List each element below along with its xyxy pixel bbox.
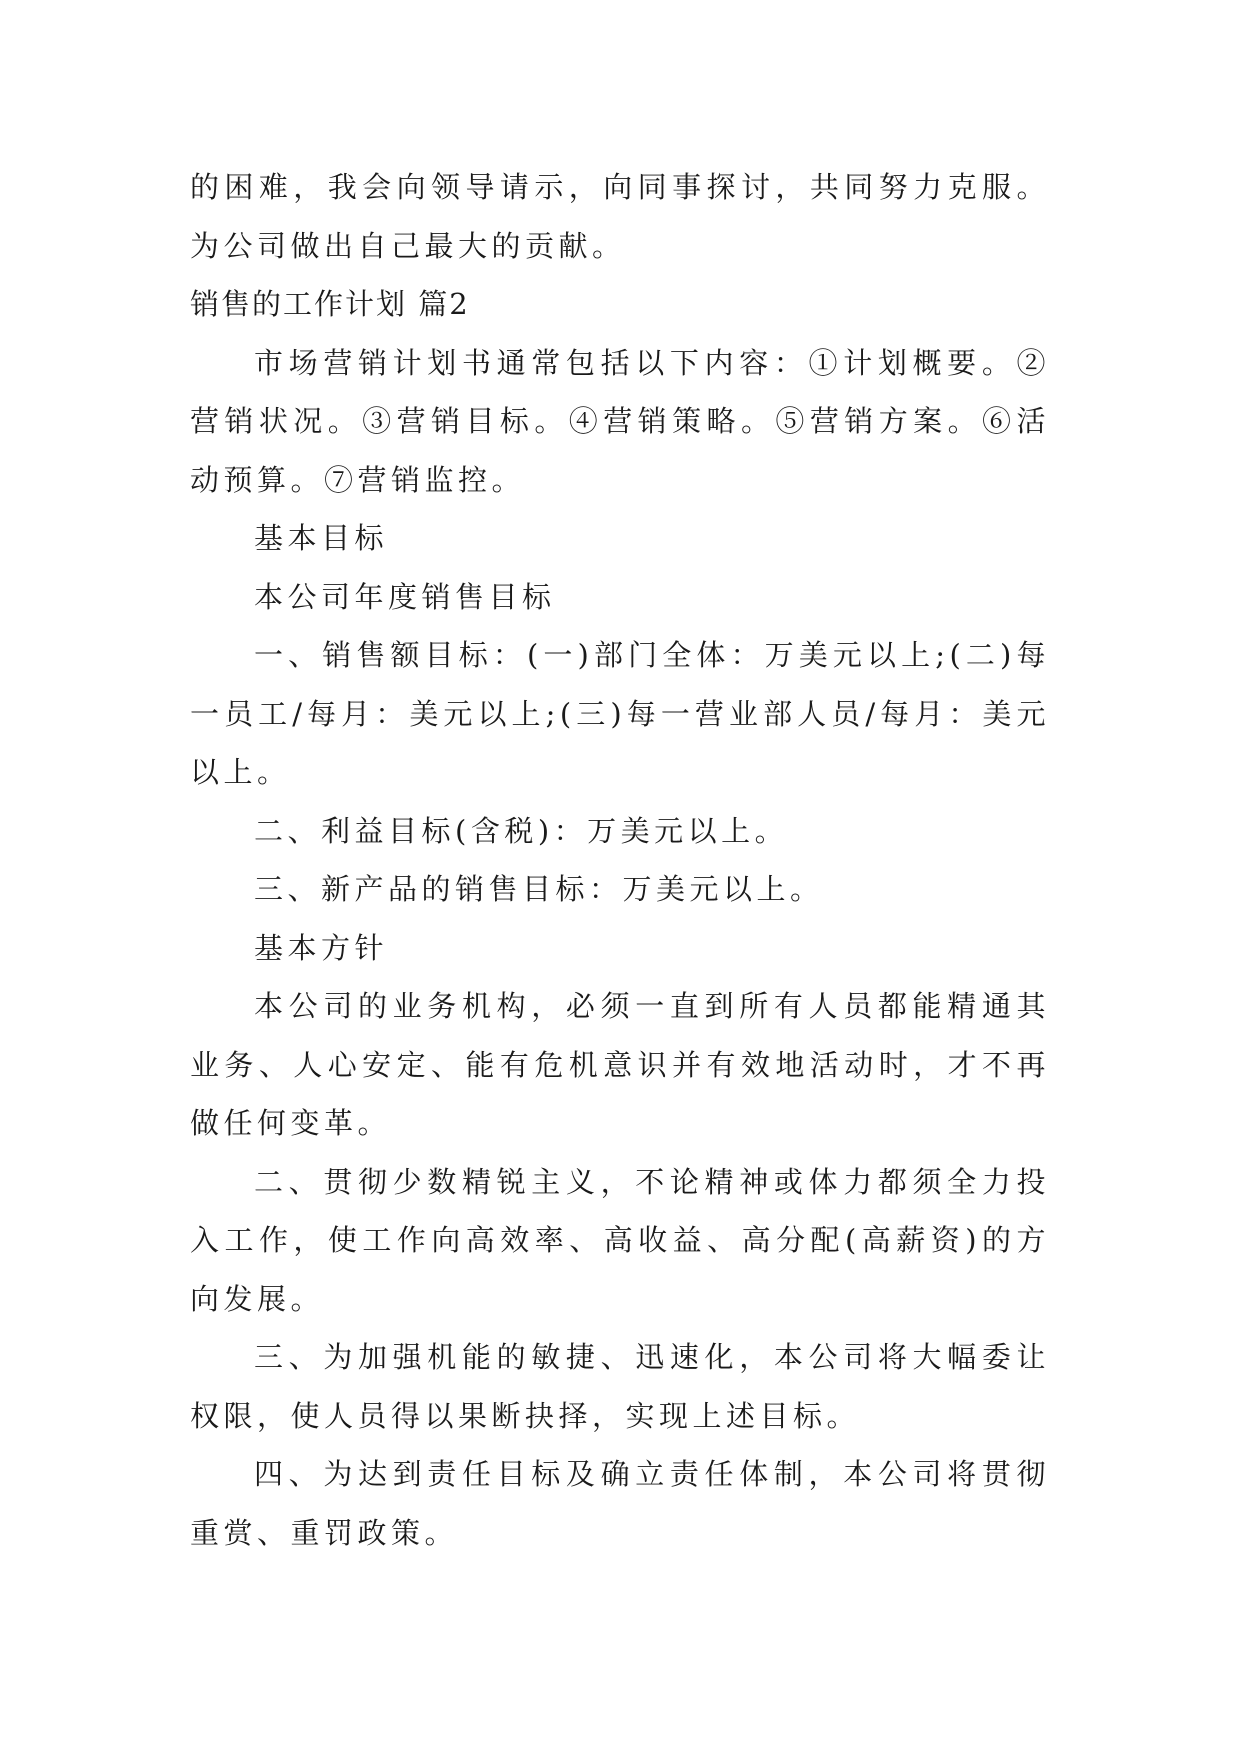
subheading-basic-policy: 基本方针 bbox=[254, 930, 389, 965]
paragraph-sales-target: 一、销售额目标：(一)部门全体：万美元以上;(二)每一员工/每月：美元以上;(三)每一营业部人员/每月：美元以上。 bbox=[190, 638, 1050, 789]
subheading-basic-goal: 基本目标 bbox=[254, 521, 389, 555]
document-body bbox=[190, 158, 1050, 1562]
paragraph-policy-1: 本公司的业务机构，必须一直到所有人员都能精通其业务、人心安定、能有危机意识并有效地活动时，才不再做任何变革。 bbox=[190, 989, 1050, 1140]
paragraph-policy-3: 三、为加强机能的敏捷、迅速化，本公司将大幅委让权限，使人员得以果断抉择，实现上述目标。 bbox=[190, 1340, 1050, 1433]
paragraph-policy-4: 四、为达到责任目标及确立责任体制，本公司将贯彻重赏、重罚政策。 bbox=[190, 1457, 1050, 1550]
paragraph-policy-2: 二、贯彻少数精锐主义，不论精神或体力都须全力投入工作，使工作向高效率、高收益、高分配(高薪资)的方向发展。 bbox=[190, 1164, 1050, 1316]
section-heading: 销售的工作计划 篇2 bbox=[190, 287, 470, 321]
paragraph-new-product-target: 三、新产品的销售目标：万美元以上。 bbox=[254, 872, 824, 906]
paragraph-profit-target: 二、利益目标(含税)：万美元以上。 bbox=[254, 813, 789, 848]
paragraph-continuation: 的困难，我会向领导请示，向同事探讨，共同努力克服。为公司做出自己最大的贡献。 bbox=[190, 170, 1050, 263]
subheading-annual-target: 本公司年度销售目标 bbox=[254, 579, 556, 614]
paragraph-intro: 市场营销计划书通常包括以下内容：①计划概要。②营销状况。③营销目标。④营销策略。⑤营销方案。⑥活动预算。⑦营销监控。 bbox=[190, 345, 1050, 497]
